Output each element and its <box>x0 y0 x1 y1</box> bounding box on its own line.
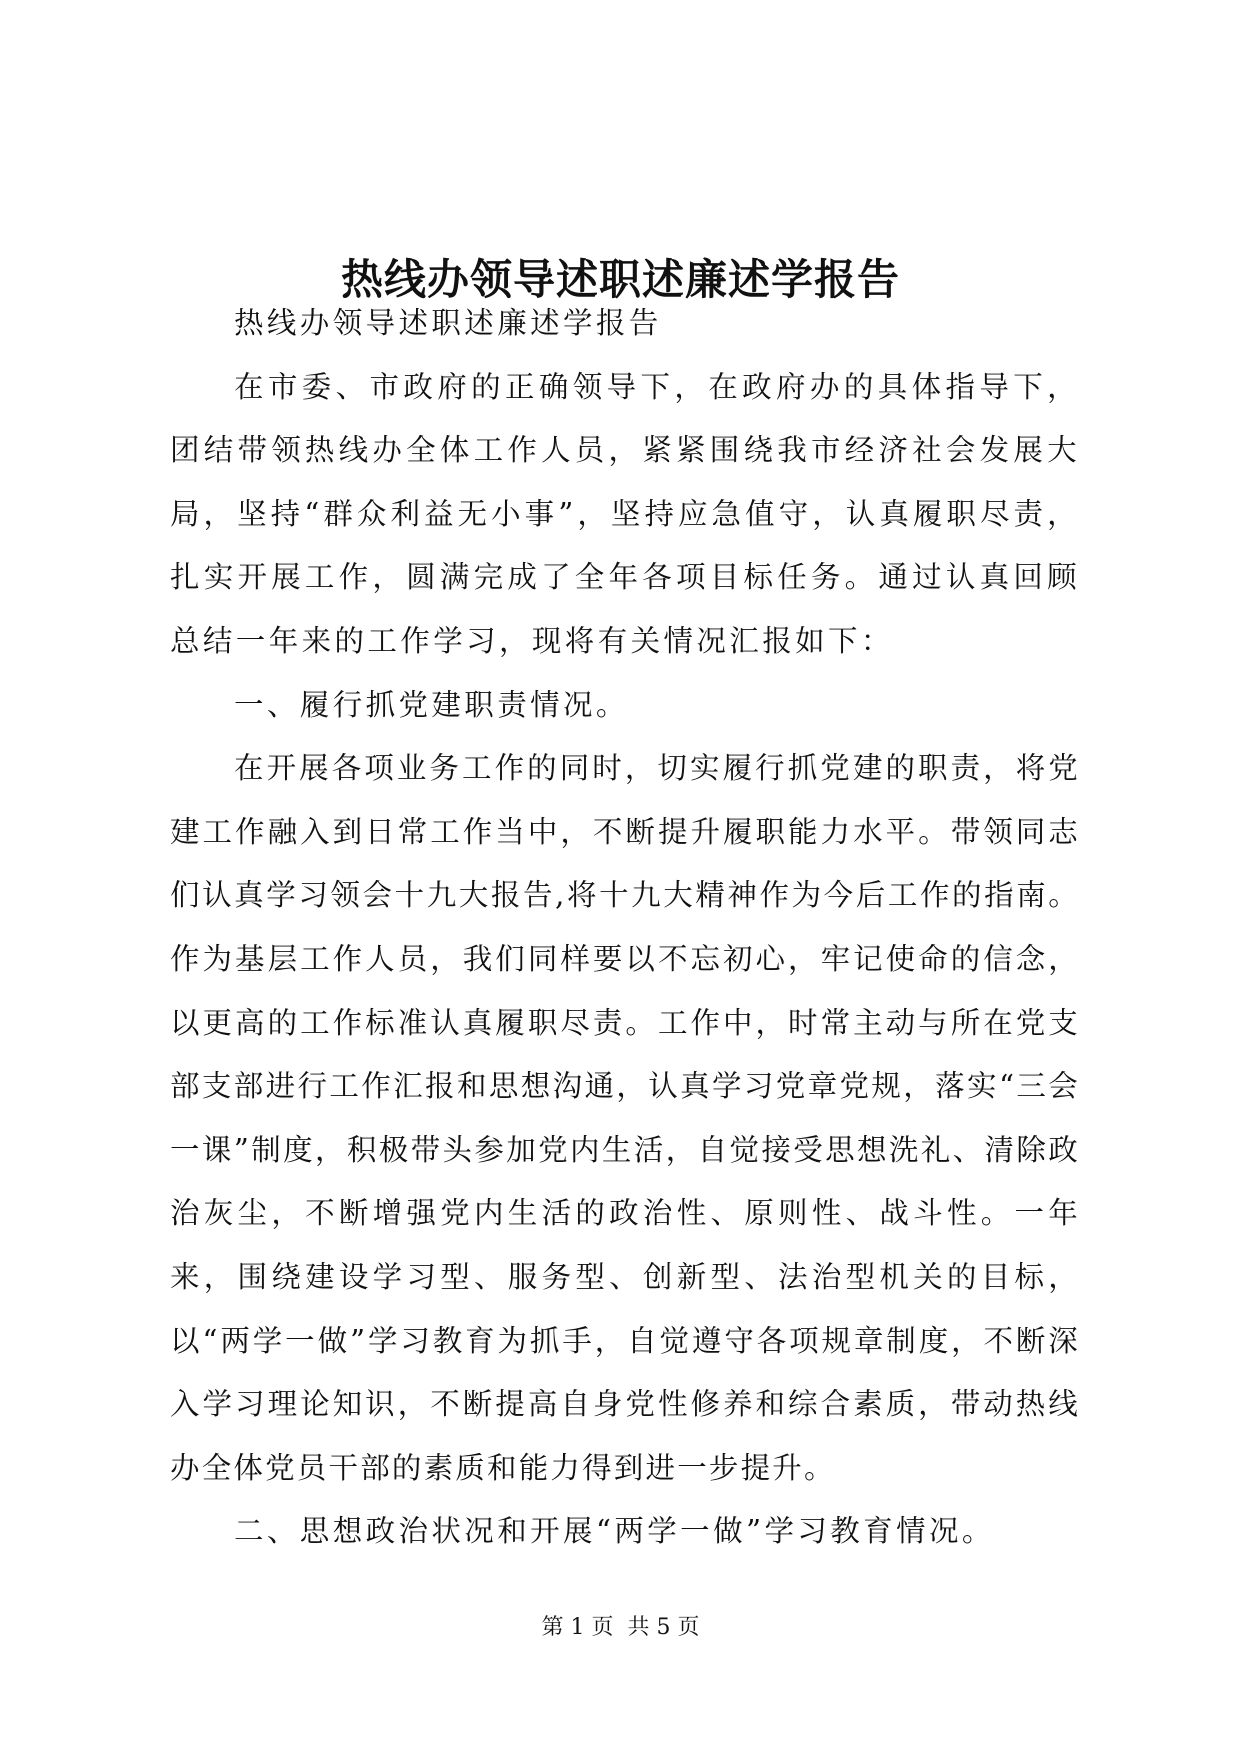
paragraph-subtitle: 热线办领导述职述廉述学报告 <box>234 306 662 340</box>
section-heading-2: 二、思想政治状况和开展“两学一做”学习教育情况。 <box>234 1514 995 1549</box>
document-title: 热线办领导述职述廉述学报告 <box>340 255 900 305</box>
paragraph-party-building: 在开展各项业务工作的同时，切实履行抓党建的职责，将党建工作融入到日常工作当中，不断提升履职能力水平。带领同志们认真学习领会十九大报告,将十九大精神作为今后工作的指南。作为基层工作人员，我们同样要以不忘初心，牢记使命的信念，以更高的工作标准认真履职尽责。工作中，时常主动与所在党支部支部进行工作汇报和思想沟通，认真学习党章党规，落实“三会一课”制度，积极带头参加党内生活，自觉接受思想洗礼、清除政治灰尘，不断增强党内生活的政治性、原则性、战斗性。一年来，围绕建设学习型、服务型、创新型、法治型机关的目标，以“两学一做”学习教育为抓手，自觉遵守各项规章制度，不断深入学习理论知识，不断提高自身党性修养和综合素质，带动热线办全体党员干部的素质和能力得到进一步提升。 <box>170 751 1080 1485</box>
section-heading-1: 一、履行抓党建职责情况。 <box>234 687 629 722</box>
document-body <box>170 292 1080 1564</box>
paragraph-intro: 在市委、市政府的正确领导下，在政府办的具体指导下，团结带领热线办全体工作人员，紧紧围绕我市经济社会发展大局，坚持“群众利益无小事”，坚持应急值守，认真履职尽责，扎实开展工作，圆满完成了全年各项目标任务。通过认真回顾总结一年来的工作学习，现将有关情况汇报如下： <box>170 369 1080 658</box>
page-number-footer: 第 1 页 共 5 页 <box>541 1615 700 1640</box>
